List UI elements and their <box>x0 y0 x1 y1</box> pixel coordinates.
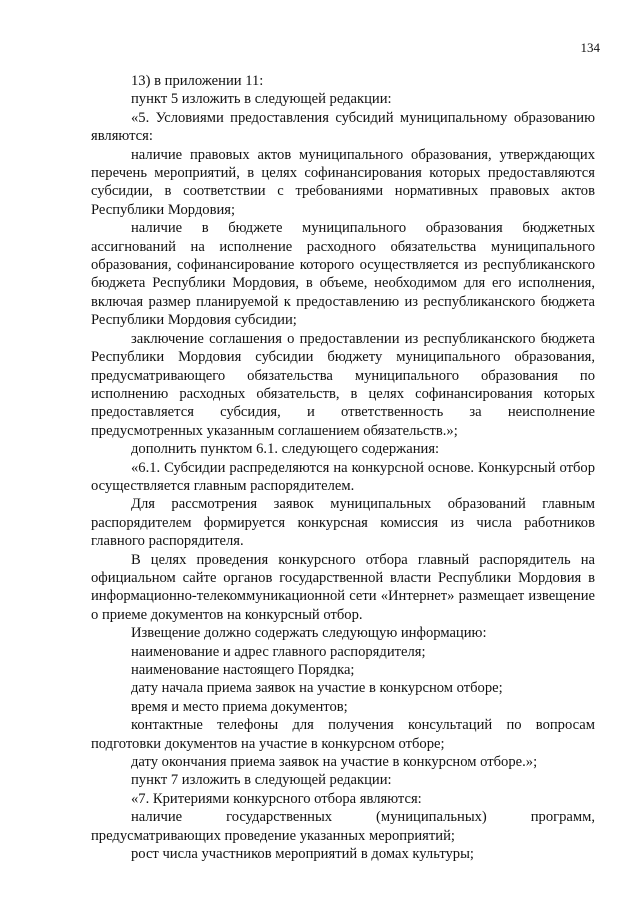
paragraph: дополнить пунктом 6.1. следующего содержания: <box>131 441 440 458</box>
paragraph: пункт 5 изложить в следующей редакции: <box>131 91 392 108</box>
paragraph: Извещение должно содержать следующую информацию: <box>131 625 487 642</box>
paragraph: Для рассмотрения заявок муниципальных образований главным распорядителем формируется конкурсная комиссия из числа работников главного распорядителя. <box>91 496 595 550</box>
paragraph: контактные телефоны для получения консультаций по вопросам подготовки документов на участие в конкурсном отборе; <box>91 717 595 752</box>
paragraph: заключение соглашения о предоставлении из республиканского бюджета Республики Мордовия субсидии бюджету муниципального образования, предусматривающего обязательства муниципального образования по исполнению расходных обязательств, в целях софинансирования которых предоставляется субсидия, и ответственность за неисполнение предусмотренных указанным соглашением обязательств.»; <box>91 330 595 439</box>
paragraph: 13) в приложении 11: <box>131 73 264 89</box>
paragraph: «6.1. Субсидии распределяются на конкурсной основе. Конкурсный отбор осуществляется главным распорядителем. <box>91 459 595 494</box>
paragraph: пункт 7 изложить в следующей редакции: <box>131 772 392 789</box>
paragraph: время и место приема документов; <box>131 698 348 715</box>
document-body <box>91 72 595 863</box>
paragraph: наличие государственных (муниципальных) программ, предусматривающих проведение указанных мероприятий; <box>91 809 595 844</box>
paragraph: наличие в бюджете муниципального образования бюджетных ассигнований на исполнение расходного обязательства муниципального образования, софинансирование которого осуществляется из республиканского бюджета Республики Мордовия, в объеме, необходимом для его исполнения, включая размер планируемой к предоставлению из республиканского бюджета Республики Мордовия субсидии; <box>91 220 595 329</box>
paragraph: наименование и адрес главного распорядителя; <box>131 643 426 660</box>
paragraph: дату окончания приема заявок на участие в конкурсном отборе.»; <box>131 754 538 771</box>
paragraph: «5. Условиями предоставления субсидий муниципальному образованию являются: <box>91 109 595 145</box>
page-number: 134 <box>580 40 600 55</box>
paragraph: дату начала приема заявок на участие в конкурсном отборе; <box>131 680 503 697</box>
paragraph: наличие правовых актов муниципального образования, утверждающих перечень мероприятий, в целях софинансирования которых предоставляются субсидии, в соответствии с требованиями нормативных правовых актов Республики Мордовия; <box>91 146 595 218</box>
paragraph: В целях проведения конкурсного отбора главный распорядитель на официальном сайте органов государственной власти Республики Мордовия в информационно-телекоммуникационной сети «Интернет» размещает извещение о приеме документов на конкурсный отбор. <box>91 551 595 623</box>
paragraph: рост числа участников мероприятий в домах культуры; <box>131 846 474 863</box>
paragraph: «7. Критериями конкурсного отбора являются: <box>131 790 422 807</box>
paragraph: наименование настоящего Порядка; <box>131 662 355 678</box>
